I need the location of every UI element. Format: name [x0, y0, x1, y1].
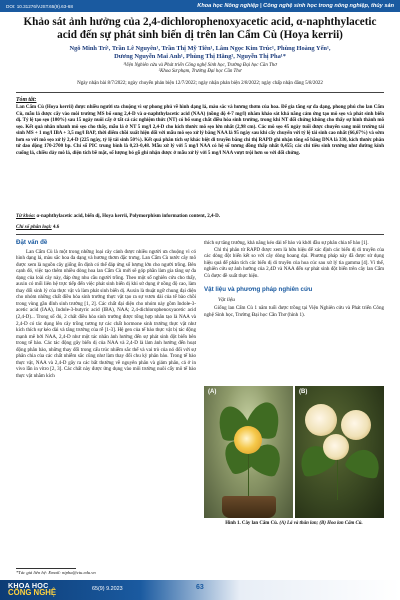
- figure-1: [204, 386, 384, 518]
- flower-cluster: [341, 410, 371, 440]
- submission-dates: Ngày nhận bài 8/7/2022; ngày chuyển phản biện 12/7/2022; ngày nhận phản biện 2/8/2022; ngày chấp nhận đăng 5/8/2022: [77, 81, 323, 86]
- divider: [16, 234, 384, 235]
- footnote-divider: [16, 568, 76, 569]
- divider: [16, 92, 384, 93]
- subsection-heading-materials: Vật liệu: [218, 296, 235, 303]
- author-line: Ngô Minh Trí¹, Trần Lê Nguyên¹, Trần Thị Mỹ Tiên¹, Lâm Ngọc Kim Trúc¹, Phùng Hoàng Yến¹,: [69, 45, 331, 52]
- figure-caption: [204, 521, 384, 527]
- journal-logo-line2: CÔNG NGHỆ: [8, 588, 57, 597]
- article-title: Khảo sát ảnh hưởng của 2,4-dichlorophenoxyacetic acid, α-naphthylacetic acid đến sự phát sinh biến dị trên lan Cẩm Cù (Hoya kerrii): [23, 16, 377, 41]
- affiliation-line: ¹Viện Nghiên cứu và Phát triển Công nghệ Sinh học, Trường Đại học Cần Thơ: [123, 63, 277, 68]
- caption-panel-a: (A) Lá và thân lan;: [279, 521, 319, 526]
- panel-label: (B): [299, 389, 308, 395]
- column-right: [204, 240, 384, 319]
- body-paragraph: Giống lan Cẩm Cù 1 năm tuổi được trồng tại Viện Nghiên cứu và Phát triển Công nghệ Sinh học, Trường Đại học Cần Thơ (hình 1).: [204, 305, 384, 318]
- caption-panel-b: (B) Hoa lan Cẩm Cù.: [319, 521, 363, 526]
- affiliation-line: ²Khoa Sư phạm, Trường Đại học Cần Thơ: [158, 69, 242, 75]
- affiliations: [16, 63, 384, 75]
- journal-header-bar: [0, 0, 400, 12]
- leaf-shape: [343, 445, 384, 482]
- body-paragraph: Chỉ thị phân tử RAPD được xem là hữu hiệu để xác định các biến dị di truyền của các dòng đột biến kết so với cây dòng hoang dại. Phương pháp này đã được sử dụng hiệu quả để phân tích các biến dị di truyền của hoa cúc sau xử lý tia gamma [4]. Vì thế, nghiên cứu sự ảnh hưởng của 2,4D và NAA đến sự phát sinh đột biến trên cây lan Cẩm Cù được đề xuất thực hiện.: [204, 246, 384, 279]
- stem: [337, 460, 338, 500]
- section-heading-introduction: Đặt vấn đề: [16, 239, 48, 246]
- classification-value: 4.6: [52, 225, 60, 230]
- classification-label: Chỉ số phân loại:: [16, 225, 52, 230]
- keywords: [16, 214, 384, 220]
- keywords-text: α-naphthylacetic acid, biến dị, Hoya kerrii, Polymorphism information content, 2,4-D.: [36, 214, 220, 219]
- figure-panel-b-photo: [295, 386, 384, 518]
- corresponding-author-note: *Tác giả liên hệ: Email: ntpha@ctu.edu.vn: [16, 570, 96, 575]
- flower-cluster: [234, 426, 262, 454]
- stem: [248, 454, 249, 496]
- author-list: [16, 45, 384, 62]
- body-paragraph: thích sự tăng trưởng, khả năng kéo dài tế bào và khởi đầu sự phân chia tế bào [1].: [204, 240, 369, 246]
- figure-panel-a-photo: [204, 386, 293, 518]
- body-paragraph: Lan Cẩm Cù là một trong những loại cây cảnh được nhiều người ưa chuộng vì có hình dạng lá, màu sắc hoa đa dạng và hương thơm đặc trưng. Lan Cẩm Cù nước cây mô được xem là nguồn cây giống ổn định có thể đáp ứng số lượng lớn cho người trồng. Bên cạnh đó, việc tạo thêm nhiều dòng hoa lan Cẩm Cù mới sẽ góp phần làm gia tăng sự đa dạng của loài cây này, đáp ứng nhu cầu người trồng. Theo một số nghiên cứu cho thấy, auxin có mối liên hệ trực tiếp đến việc phát sinh biến dị khi sử dụng ở nồng độ cao, làm thay đổi sinh lý của thực vật và làm phát sinh biến dị. Auxin là thuật ngữ chung đại diện cho nhóm những chất điều hòa sinh trưởng thực vật tạo ra sự vươn dài của tế bào chồi trong vùng gần đỉnh sinh trưởng [1, 2]. Các chất đại diện cho nhóm này gồm Indole-3-acetic acid (IAA), Indole-3-butyric acid (IBA), NAA; 2,4-dichlorophenoxyacetic acid (2,4-D)... Trong số đó, 2 chất điều hòa sinh trưởng được tổng hợp nhân tạo là NAA và 2,4-D có tác dụng lên cây trồng tương tự các chất hormone sinh trưởng thực vật như kích thích sự kéo dài và tăng trưởng của rễ [1-3]. Hệ gen của tế bào thực vật bị tác động mạnh mẽ bởi NAA, 2,4-D như một tác nhân ảnh hưởng đến sự phát sinh đột biến bên trong tế bào. Các tác động gây biến dị của NAA và 2,4-D là làm ảnh hưởng đến hoạt động phân bào, những thay đổi trong cấu trúc nhiễm sắc thể và vai trò của nó đối với sự phân chia của các chất nhiễm sắc cũng như làm thay đổi chu kỳ phân bào. Trong tế bào thực vật, NAA và 2,4-D gây ra các bất thường về nguyên phân và giảm phân, cả ở in vivo lẫn in vitro [2, 3]. Các chất này được ứng dụng vào môi trường nuôi cấy mô tế bào thực vật nhằm kích: [16, 248, 196, 379]
- section-heading-methods: Vật liệu và phương pháp nghiên cứu: [204, 286, 313, 294]
- author-line: Dương Nguyễn Mai Anh¹, Phùng Thị Hằng², Nguyễn Thị Pha¹*: [114, 53, 286, 61]
- journal-logo-line1: KHOA HỌC: [8, 581, 49, 590]
- caption-prefix: Hình 1. Cây lan Cẩm Cù.: [225, 521, 279, 526]
- flower-cluster: [305, 404, 337, 436]
- flower-cluster: [323, 434, 349, 460]
- abstract-text: Lan Cẩm Cù (Hoya kerrii) được nhiều người ưa chuộng vì sự phong phú về hình dạng lá, màu sắc và hương thơm của hoa. Để gia tăng sự đa dạng, phong phú cho lan Cẩm Cù, mẫu lá được cấy vào môi trường MS bổ sung 2,4-D và α-naphthylacetic acid (NAA) (nồng độ 4-7 mg/l) nhằm khảo sát khả năng cảm ứng tạo mô sẹo và phát sinh biến dị. Tỷ lệ tạo sẹo (100%) sau 15 ngày nuôi cấy ở tất cả các nghiệm thức (NT) có bổ sung chất điều hòa sinh trưởng, trong khi NT đối chứng không cho thấy sự hình thành mô sẹo. Kết quả nhân nhanh mô sẹo cho thấy, mẫu lá ở NT 5 mg/l 2,4-D cho kích thước mô sẹo lớn nhất (2,98 cm). Các mô sẹo 45 ngày tuổi được chuyển sang môi trường tái sinh MS + 1 mg/l IBA + 3,5 mg/l BAP, thời điểm chồi xuất hiện đối với mẫu mô sẹo xử lý bằng NAA là 95 ngày sau khi cấy chuyển với tỷ lệ tái sinh cao nhất (66,67%) và sớm hơn so với mô sẹo xử lý 2,4-D (225 ngày, tỷ lệ tái sinh 50%). Kết quả phân tích sự khác biệt di truyền bằng chỉ thị RAPD ghi nhận tổng số băng DNA là 330, kích thước phân tử dao động 170-2700 bp. Chỉ số PIC trung bình là 0,23-0,48. Mẫu xử lý với 5 mg/l NAA có hệ số tương đồng thấp nhất 0,455; các chỉ tiêu sinh trưởng như đường kính cuống lá, chiều dày mô lá, diện tích bề mặt, số lượng bó gỗ ghi nhận được ở mẫu xử lý với 5 mg/l NAA vượt trội hơn so với đối chứng.: [16, 105, 384, 156]
- column-left: [16, 240, 196, 380]
- keywords-label: Từ khóa:: [16, 214, 36, 219]
- pot: [222, 496, 276, 518]
- journal-section-title: Khoa học Nông nghiệp | Công nghệ sinh học trong nông nghiệp, thủy sản: [197, 3, 394, 9]
- issue-number: 65(9) 9.2023: [92, 586, 123, 592]
- page-number: 63: [196, 584, 204, 591]
- classification: [16, 225, 59, 230]
- doi-text: DOI: 10.31276/VJST.65(9).63-68: [6, 3, 73, 9]
- panel-label: (A): [208, 389, 217, 395]
- page-footer: [0, 580, 400, 600]
- abstract-heading: Tóm tắt:: [16, 97, 37, 103]
